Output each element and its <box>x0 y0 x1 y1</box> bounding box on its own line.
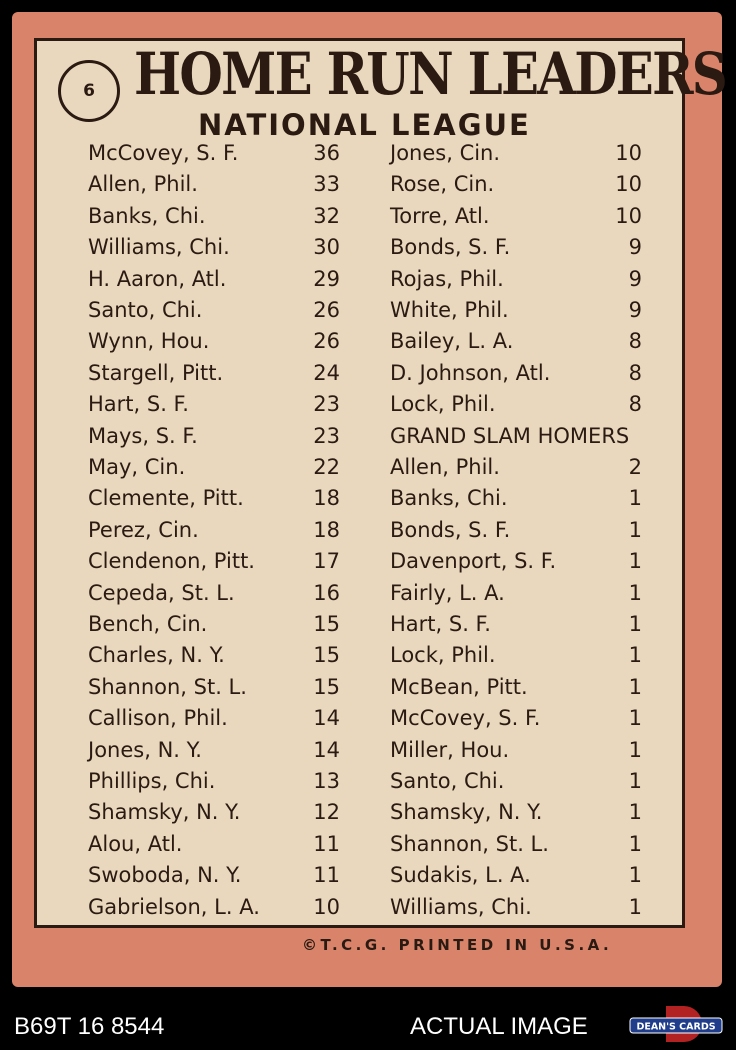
player-name: GRAND SLAM HOMERS <box>390 423 630 448</box>
player-name: Banks, Chi. <box>390 486 508 511</box>
player-name: McCovey, S. F. <box>390 706 541 731</box>
home-run-count: 9 <box>628 266 642 291</box>
player-name: Charles, N. Y. <box>88 643 225 668</box>
home-run-count: 1 <box>628 894 642 919</box>
player-name: Bailey, L. A. <box>390 329 514 354</box>
home-run-count: 15 <box>313 674 340 699</box>
home-run-count: 9 <box>628 235 642 260</box>
home-run-count: 33 <box>313 172 340 197</box>
home-run-count: 11 <box>313 831 340 856</box>
player-name: Jones, N. Y. <box>88 737 202 762</box>
home-run-count: 10 <box>615 203 642 228</box>
player-name: Allen, Phil. <box>390 455 500 479</box>
player-name: Rojas, Phil. <box>390 266 504 291</box>
home-run-count: 1 <box>628 737 642 762</box>
player-name: Torre, Atl. <box>390 203 490 228</box>
player-name: H. Aaron, Atl. <box>88 266 227 291</box>
card-subtitle: NATIONAL LEAGUE <box>198 108 531 142</box>
home-run-count: 1 <box>628 769 642 793</box>
player-name: Santo, Chi. <box>88 298 203 322</box>
home-run-count: 2 <box>628 455 642 479</box>
player-name: Hart, S. F. <box>390 612 491 636</box>
player-name: Bonds, S. F. <box>390 517 511 542</box>
player-name: Lock, Phil. <box>390 643 496 668</box>
player-name: Phillips, Chi. <box>88 769 216 793</box>
player-name: Sudakis, L. A. <box>390 863 531 888</box>
player-name: White, Phil. <box>390 298 509 322</box>
home-run-count: 1 <box>628 486 642 511</box>
player-name: Cepeda, St. L. <box>88 580 235 605</box>
home-run-count: 15 <box>313 612 340 636</box>
player-name: Gabrielson, L. A. <box>88 894 260 919</box>
player-name: Clendenon, Pitt. <box>88 549 255 574</box>
home-run-count: 18 <box>313 486 340 511</box>
home-run-count: 32 <box>313 203 340 228</box>
home-run-count: 11 <box>313 863 340 888</box>
home-run-count: 12 <box>313 800 340 825</box>
player-name: Williams, Chi. <box>88 235 230 260</box>
home-run-count: 1 <box>628 831 642 856</box>
player-name: Fairly, L. A. <box>390 580 505 605</box>
home-run-count: 24 <box>313 360 340 385</box>
home-run-count: 8 <box>628 360 642 385</box>
home-run-count: 10 <box>615 141 642 165</box>
home-run-count: 23 <box>313 392 340 417</box>
home-run-count: 1 <box>628 863 642 888</box>
home-run-count: 18 <box>313 517 340 542</box>
home-run-count: 13 <box>313 769 340 793</box>
player-name: Davenport, S. F. <box>390 549 557 574</box>
player-name: Mays, S. F. <box>88 423 198 448</box>
home-run-count: 1 <box>628 643 642 668</box>
player-name: May, Cin. <box>88 455 186 479</box>
player-name: Callison, Phil. <box>88 706 228 731</box>
logo-text: DEAN'S CARDS <box>636 1021 716 1033</box>
home-run-count: 16 <box>313 580 340 605</box>
caption-id: B69T 16 8544 <box>14 1013 165 1040</box>
home-run-count: 23 <box>313 423 340 448</box>
player-name: Clemente, Pitt. <box>88 486 244 511</box>
player-name: Shannon, St. L. <box>390 831 549 856</box>
deans-cards-logo <box>628 1004 724 1046</box>
player-name: Hart, S. F. <box>88 392 189 417</box>
home-run-count: 1 <box>628 612 642 636</box>
home-run-count: 1 <box>628 517 642 542</box>
home-run-count: 36 <box>313 141 340 165</box>
caption-actual-image: ACTUAL IMAGE <box>410 1013 588 1040</box>
card-title: HOME RUN LEADERS <box>134 40 727 108</box>
player-name: Allen, Phil. <box>88 172 198 197</box>
player-name: D. Johnson, Atl. <box>390 360 551 385</box>
player-name: Shamsky, N. Y. <box>88 800 241 825</box>
home-run-count: 10 <box>313 894 340 919</box>
home-run-count: 22 <box>313 455 340 479</box>
home-run-count: 29 <box>313 266 340 291</box>
player-name: Bonds, S. F. <box>390 235 511 260</box>
player-name: Shamsky, N. Y. <box>390 800 543 825</box>
player-name: Jones, Cin. <box>390 141 501 165</box>
player-name: Banks, Chi. <box>88 203 206 228</box>
player-name: Perez, Cin. <box>88 517 199 542</box>
home-run-count: 10 <box>615 172 642 197</box>
home-run-count: 17 <box>313 549 340 574</box>
home-run-count: 1 <box>628 800 642 825</box>
player-name: Swoboda, N. Y. <box>88 863 242 888</box>
home-run-count: 1 <box>628 674 642 699</box>
home-run-count: 14 <box>313 737 340 762</box>
player-name: Shannon, St. L. <box>88 674 247 699</box>
home-run-count: 9 <box>628 298 642 322</box>
card-number-badge <box>58 60 120 122</box>
home-run-count: 26 <box>313 298 340 322</box>
home-run-count: 14 <box>313 706 340 731</box>
home-run-count: 30 <box>313 235 340 260</box>
home-run-count: 1 <box>628 580 642 605</box>
player-name: McBean, Pitt. <box>390 674 528 699</box>
player-name: McCovey, S. F. <box>88 141 239 165</box>
home-run-count: 8 <box>628 392 642 417</box>
home-run-count: 8 <box>628 329 642 354</box>
player-name: Bench, Cin. <box>88 612 208 636</box>
home-run-count: 15 <box>313 643 340 668</box>
player-name: Williams, Chi. <box>390 894 532 919</box>
player-name: Miller, Hou. <box>390 737 510 762</box>
player-name: Wynn, Hou. <box>88 329 210 354</box>
player-name: Alou, Atl. <box>88 831 183 856</box>
player-name: Lock, Phil. <box>390 392 496 417</box>
player-name: Santo, Chi. <box>390 769 505 793</box>
card-footer: ©T.C.G. PRINTED IN U.S.A. <box>302 936 613 954</box>
home-run-count: 26 <box>313 329 340 354</box>
home-run-count: 1 <box>628 706 642 731</box>
player-name: Rose, Cin. <box>390 172 495 197</box>
card-number: 6 <box>83 81 95 101</box>
player-name: Stargell, Pitt. <box>88 360 224 385</box>
home-run-count: 1 <box>628 549 642 574</box>
